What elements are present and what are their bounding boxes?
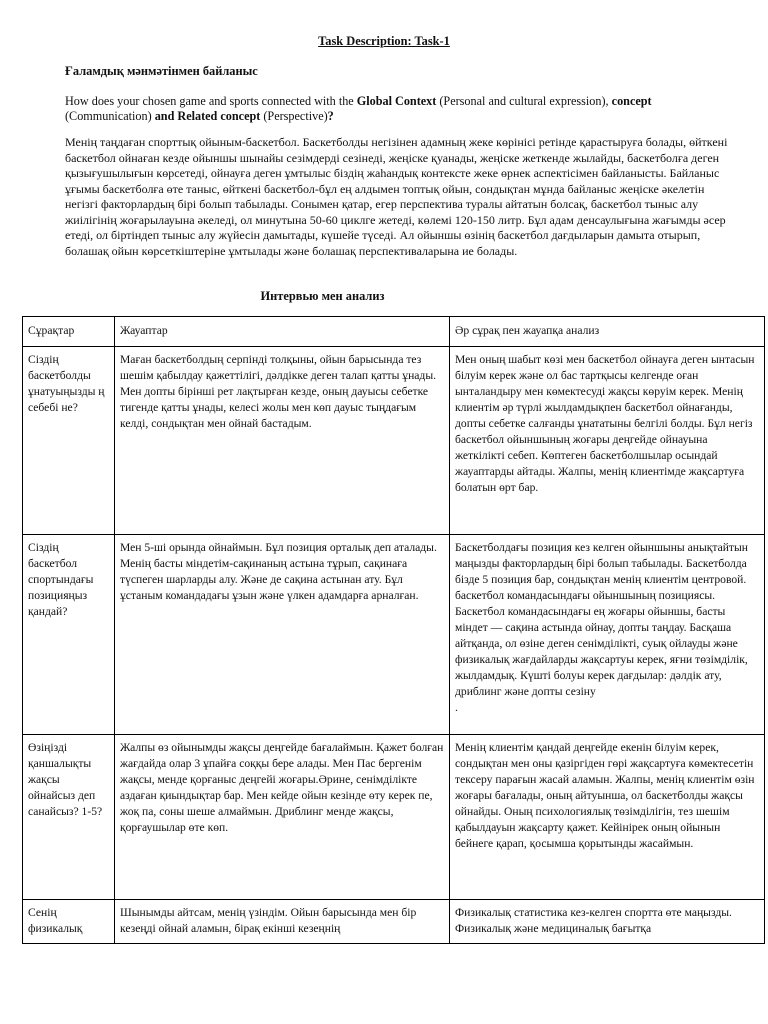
table-row [23, 347, 765, 535]
interview-title: Интервью мен анализ [260, 289, 385, 303]
table-row [23, 900, 765, 944]
interview-analysis-table [22, 316, 765, 944]
analysis-trailing-dot: . [455, 701, 458, 714]
analysis-cell: Менің клиентім қандай деңгейде екенін білуім керек, сондықтан мен оны қазіргіден гөрі жақсартуға көмектесетін тексеру парағын жасай аламын. Жалпы, менің клиентім өзін жоғары бағалады, оның айтуынша, ол баскетболды жақсы ойнайды. Оның психологиялық төзімділігін, тез шешім қабылдауын жақсарту қажет. Кейінірек оның ойынын бейнеге қарап, қосымша қорытынды жасаймын. [450, 735, 765, 900]
question-cell: Сенің физикалық [23, 900, 115, 944]
question-mark: ? [327, 108, 334, 123]
answer-cell: Маған баскетболдың серпінді толқыны, ойын барысында тез шешім қабылдау қажеттілігі, дәлдікке деген талап қатты ұнады. Мен допты бірінші рет лақтырған кезде, оның дауысы себетке тигенде қатты ұнады, келесі жолы мен көп дауыс тыңдағым келді, сондықтан мен ойнай бастадым. [115, 347, 450, 535]
answer-cell: Жалпы өз ойынымды жақсы деңгейде бағалаймын. Қажет болған жағдайда олар 3 ұпайға соққы бере алады. Мен Пас бергенім жақсы, менде қорғаныс деңгейі жоғары.Әрине, сенімділікте аздаған қиындықтар бар. Мен кейде ойын кезінде өту керек пе, жоқ па, соны шеше алмаймын. Дриблинг менде жақсы, қорғаушылар өте көп. [115, 735, 450, 900]
concept-term: concept [611, 94, 652, 108]
question-text-3: (Communication) [65, 108, 155, 123]
header-answers: Жауаптар [115, 317, 450, 347]
section-heading: Ғаламдық мәнмәтінмен байланыс [65, 64, 258, 78]
guiding-question [65, 94, 725, 123]
global-context-term: Global Context [356, 94, 437, 108]
intro-paragraph: Менің таңдаған спорттық ойыным-баскетбол. Баскетболды негізінен адамның жеке көрінісі ретінде қарастыруға болады, өйткені баскетбол ойнаған кезде ойыншы шынайы сезімдерді сезінеді, жеңіске қуанады, жеңіске жеткенде жылайды, баскетболға деген қызығушылығын көрсетеді, ойнауға деген ұмтылыс біздің жаһандық контексте жеке өрнек аспектісімен байланысты. Байланыс ұғымы баскетболға өте таныс, өйткені баскетбол-бұл ең алдымен топтық ойын, сондықтан мұнда байланыс жеңіске әкелетін негізгі факторлардың бірі болып табылады. Сонымен қатар, егер перспектива туралы айтатын болсақ, баскетбол тыныс алу жиілігінің жоғарылауына әкеледі, ол минутына 50-60 циклге жетеді, көлемі 120-150 литр. Бұл адам денсаулығына жағымды әсер етеді, ол біртіндеп тыныс алу жүйесін дамытады, күшейе түседі. Ал ойыншы өзінің баскетбол дағдыларын дамыта отырып, болашақ ойын көрсеткіштеріне ұмтылады және болашақ перспективаларына ие болады. [65, 135, 728, 258]
analysis-cell: Физикалық статистика кез-келген спортта өте маңызды. Физикалық және медициналық бағытқа [450, 900, 765, 944]
question-cell: Сіздің баскетболды ұнатуыңызды ң себебі не? [23, 347, 115, 535]
question-text-4: (Perspective) [260, 108, 328, 123]
document-title: Task Description: Task-1 [318, 34, 450, 48]
table-row [23, 735, 765, 900]
analysis-cell [450, 535, 765, 735]
analysis-text: Баскетболдағы позиция кез келген ойыншыны анықтайтын маңызды факторлардың бірі болып табылады. Баскетболда бізде 5 позиция бар, сондықтан менің клиентім центровой. баскетбол командасындағы ойыншының позициясы. Баскетбол командасындағы ең жоғары ойыншы, басты міндет — сақина астында ойнау, допты таңдау. Басқаша айтқанда, ол өзіне деген сенімділікті, суық ойлауды және физикалық жағдайларды жақсартуы керек, яғни төзімділік, жылдамдық. Күшті болуы керек дағдылар: дәлдік ату, дриблинг және допты сезіну [455, 541, 748, 698]
header-questions: Сұрақтар [23, 317, 115, 347]
answer-cell: Мен 5-ші орында ойнаймын. Бұл позиция орталық деп аталады. Менің басты міндетім-сақинаның астына тұрып, сақинаға түспеген шарларды алу. Және де сақина астынан ату. Бұл ұстаным командадағы ұзын және үлкен адамдарға арналған. [115, 535, 450, 735]
question-text-2: (Personal and cultural expression), [436, 94, 612, 108]
related-concept-term: and Related concept [154, 108, 261, 123]
table-row [23, 535, 765, 735]
table-header-row [23, 317, 765, 347]
answer-cell: Шынымды айтсам, менің үзіндім. Ойын барысында мен бір кезеңді ойнай аламын, бірақ екінші кезеңнің [115, 900, 450, 944]
analysis-cell: Мен оның шабыт көзі мен баскетбол ойнауға деген ынтасын білуім керек және ол бас тартқысы келгенде оған ынталандыру мен көмектесуді жақсы көруім керек. Менің клиентім әр түрлі жылдамдықпен баскетбол ойнағанды, допты себетке салғанды ұнататыны белгілі болды. Бұл негіз баскетбол ойыншының жоғары деңгейде ойнауына жеткілікті себеп. Көптеген баскетболшылар осындай жауаптарды айтады. Жалпы, менің клиентімде жақсартуға болатын өрт бар. [450, 347, 765, 535]
question-cell: Сіздің баскетбол спортындағы позицияңыз қандай? [23, 535, 115, 735]
question-text-1: How does your chosen game and sports connected with the [65, 94, 357, 108]
question-cell: Өзіңізді қаншалықты жақсы ойнайсыз деп санайсыз? 1-5? [23, 735, 115, 900]
header-analysis: Әр сұрақ пен жауапқа анализ [450, 317, 765, 347]
